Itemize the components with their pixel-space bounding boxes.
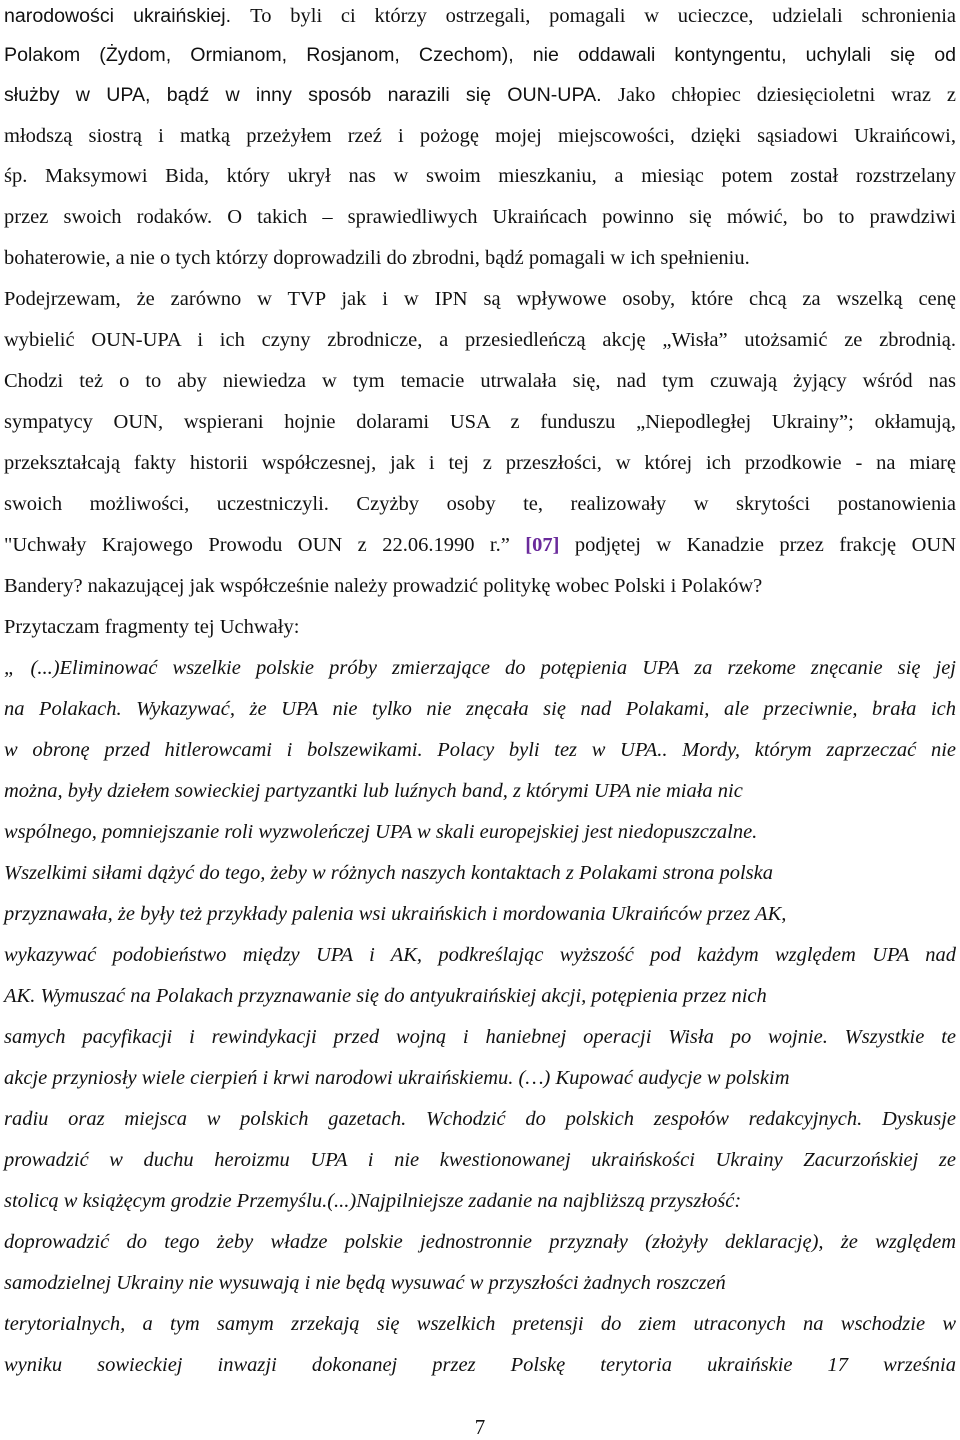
text-run-serif: O takich – sprawiedliwych Ukraińcach powinno się mówić, bo to prawdziwi <box>227 206 956 228</box>
text-line: śp. Maksymowi Bida, który ukrył nas w swoim mieszkaniu, a miesiąc potem został rozstrzelany <box>4 165 956 187</box>
text-line: przekształcają fakty historii współczesnej, jak i tej z przeszłości, w której ich przodkowie - na miarę <box>4 452 956 474</box>
text-line: bohaterowie, a nie o tych którzy doprowadzili do zbrodni, bądź pomagali w ich spełnieniu. <box>4 247 750 269</box>
text-run-sans: narodowości ukraińskiej. <box>4 5 251 27</box>
quote-line: wspólnego, pomniejszanie roli wyzwoleńczej UPA w skali europejskiej jest niedopuszczalne. <box>4 821 758 843</box>
quote-line: doprowadzić do tego żeby władze polskie jednostronnie przyznały (złożyły deklarację), że względem <box>4 1231 956 1253</box>
quote-line: samych pacyfikacji i rewindykacji przed wojną i haniebnej operacji Wisła po wojnie. Wszystkie te <box>4 1026 956 1048</box>
text-line <box>4 82 956 108</box>
text-line: Bandery? nakazującej jak współcześnie należy prowadzić politykę wobec Polski i Polaków? <box>4 575 763 597</box>
text-line: sympatycy OUN, wspierani hojnie dolarami USA z funduszu „Niepodległej Ukrainy”; okłamują, <box>4 411 956 433</box>
quote-line: radiu oraz miejsca w polskich gazetach. Wchodzić do polskich zespołów redakcyjnych. Dyskusje <box>4 1108 956 1130</box>
reference-link[interactable]: [07] <box>525 534 560 556</box>
quote-line: w obronę przed hitlerowcami i bolszewikami. Polacy byli tez w UPA.. Mordy, którym zaprzeczać nie <box>4 739 956 761</box>
page-number: 7 <box>474 1415 486 1439</box>
text-line: wybielić OUN-UPA i ich czyny zbrodnicze, a przesiedleńczą akcję „Wisła” utożsamić ze zbrodnią. <box>4 329 956 351</box>
text-run-sans: służby w UPA, bądź w inny sposób narazili się OUN-UPA. <box>4 84 618 106</box>
quote-line: przyznawała, że były też przykłady palenia wsi ukraińskich i mordowania Ukraińców przez AK, <box>4 903 787 925</box>
quote-line: wyniku sowieckiej inwazji dokonanej przez Polskę terytoria ukraińskie 17 września <box>4 1354 956 1376</box>
text-run-serif: To byli ci którzy ostrzegali, pomagali w ucieczce, udzielali schronienia <box>250 5 956 27</box>
text-line: Polakom (Żydom, Ormianom, Rosjanom, Czechom), nie oddawali kontyngentu, uchylali się od <box>4 44 956 66</box>
quote-line: samodzielnej Ukrainy nie wysuwają i nie będą wysuwać w przyszłości żadnych roszczeń <box>4 1272 726 1294</box>
text-run-serif: Jako chłopiec dziesięcioletni wraz z <box>617 84 956 106</box>
text-line <box>4 204 956 230</box>
quote-line: Wszelkimi siłami dążyć do tego, żeby w różnych naszych kontaktach z Polakami strona polska <box>4 862 774 884</box>
quote-line: prowadzić w duchu heroizmu UPA i nie kwestionowanej ukraińskości Ukrainy Zacurzońskiej ze <box>4 1149 956 1171</box>
quote-line: na Polakach. Wykazywać, że UPA nie tylko nie znęcała się nad Polakami, ale przeciwnie, brała ich <box>4 698 956 720</box>
quote-line: AK. Wymuszać na Polakach przyznawanie się do antyukraińskiej akcji, potępienia przez nich <box>4 985 767 1007</box>
text-run-serif: podjętej w Kanadzie przez frakcję OUN <box>559 534 956 556</box>
text-line: Chodzi też o to aby niewiedza w tym temacie utrwalała się, nad tym czuwają żyjący wśród nas <box>4 370 956 392</box>
text-run-serif: "Uchwały Krajowego Prowodu OUN z 22.06.1990 r.” <box>4 534 526 556</box>
quote-line: stolicą w książęcym grodzie Przemyślu.(...)Najpilniejsze zadanie na najbliższą przyszłość: <box>4 1190 742 1212</box>
text-line: Podejrzewam, że zarówno w TVP jak i w IPN są wpływowe osoby, które chcą za wszelką cenę <box>4 288 956 310</box>
quote-line: terytorialnych, a tym samym zrzekają się wszelkich pretensji do ziem utraconych na wschodzie w <box>4 1313 956 1335</box>
text-line: młodszą siostrą i matką przeżyłem rzeź i pożogę mojej miejscowości, dzięki sąsiadowi Ukraińcowi, <box>4 125 956 147</box>
quote-line: można, były dziełem sowieckiej partyzantki lub luźnych band, z którymi UPA nie miała nic <box>4 780 743 802</box>
text-line: Przytaczam fragmenty tej Uchwały: <box>4 616 300 638</box>
quote-line: wykazywać podobieństwo między UPA i AK, podkreślając wyższość pod każdym względem UPA nad <box>4 944 956 966</box>
quote-line: „ (...)Eliminować wszelkie polskie próby zmierzające do potępienia UPA za rzekome znęcanie się jej <box>4 657 956 679</box>
text-run-serif: przez swoich rodaków. <box>4 206 228 228</box>
text-line <box>4 532 956 558</box>
text-line: swoich możliwości, uczestniczyli. Czyżby osoby te, realizowały w skrytości postanowienia <box>4 493 956 515</box>
quote-line: akcje przyniosły wiele cierpień i krwi narodowi ukraińskiemu. (…) Kupować audycje w polskim <box>4 1067 790 1089</box>
text-line <box>4 3 956 29</box>
